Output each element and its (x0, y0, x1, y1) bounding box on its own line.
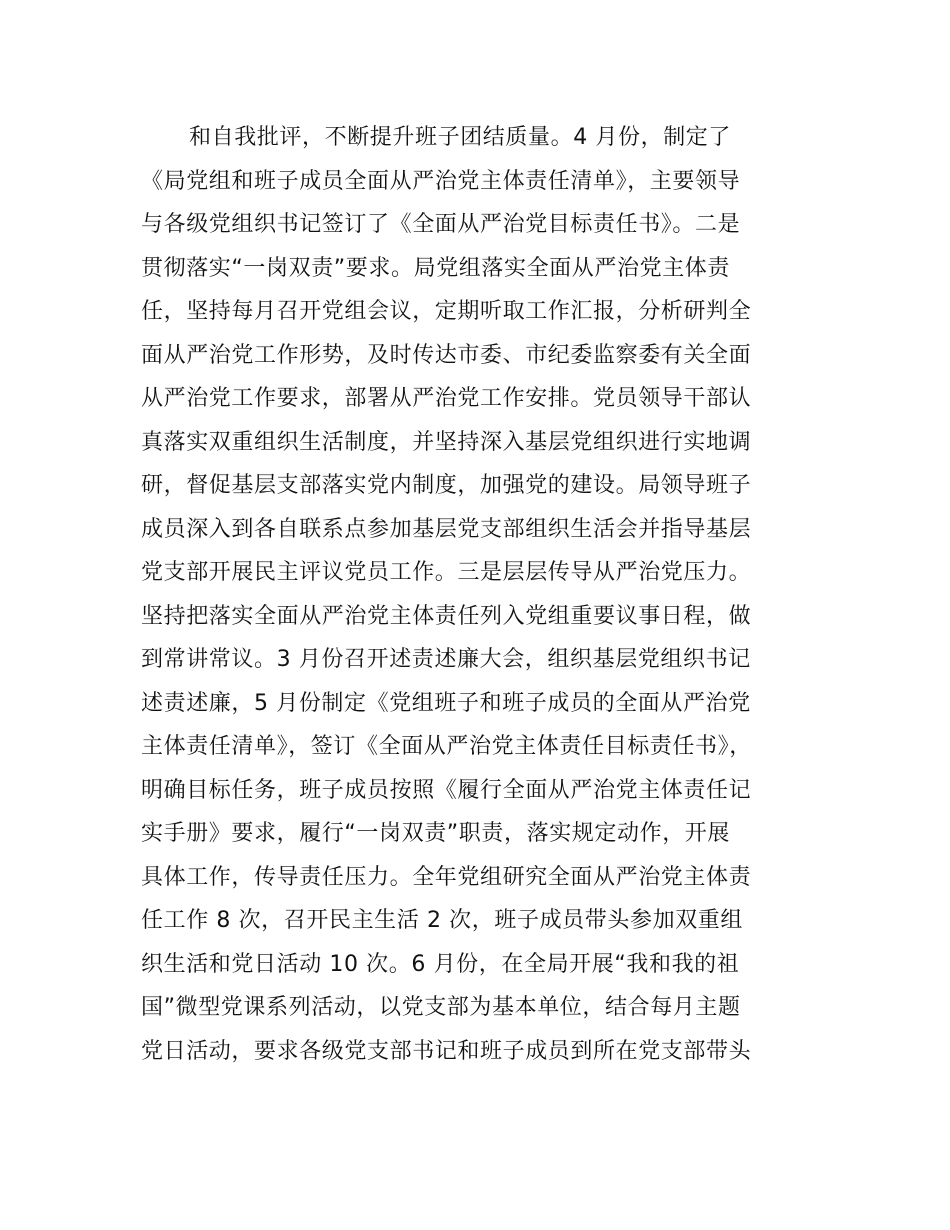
text-line: 成员深入到各自联系点参加基层党支部组织生活会并指导基层 (141, 516, 752, 542)
text-line: 到常讲常议。3 月份召开述责述廉大会，组织基层党组织书记 (141, 647, 751, 672)
text-line: 主体责任清单》，签订《全面从严治党主体责任目标责任书》， (141, 734, 752, 759)
text-line: 和自我批评，不断提升班子团结质量。4 月份，制定了 (189, 125, 731, 150)
text-line: 具体工作，传导责任压力。全年党组研究全面从严治党主体责 (141, 864, 752, 890)
text-line: 党支部开展民主评议党员工作。三是层层传导从严治党压力。 (141, 560, 752, 585)
text-line: 贯彻落实“一岗双责”要求。局党组落实全面从严治党主体责 (141, 255, 730, 281)
body-text (141, 116, 841, 1073)
text-line: 坚持把落实全面从严治党主体责任列入党组重要议事日程，做 (141, 603, 752, 629)
text-line: 《局党组和班子成员全面从严治党主体责任清单》，主要领导 (141, 168, 741, 194)
text-line: 任工作 8 次，召开民主生活 2 次，班子成员带头参加双重组 (141, 908, 743, 933)
text-line: 实手册》要求，履行“一岗双责”职责，落实规定动作，开展 (141, 821, 730, 846)
text-line: 研，督促基层支部落实党内制度，加强党的建设。局领导班子 (141, 473, 752, 498)
text-line: 国”微型党课系列活动，以党支部为基本单位，结合每月主题 (141, 995, 741, 1020)
text-line: 与各级党组织书记签订了《全面从严治党目标责任书》。二是 (141, 212, 741, 237)
text-line: 党日活动，要求各级党支部书记和班子成员到所在党支部带头 (141, 1038, 752, 1064)
text-line: 明确目标任务，班子成员按照《履行全面从严治党主体责任记 (141, 777, 752, 803)
text-line: 织生活和党日活动 10 次。6 月份，在全局开展“我和我的祖 (141, 951, 740, 977)
text-line: 述责述廉，5 月份制定《党组班子和班子成员的全面从严治党 (141, 690, 751, 716)
text-line: 从严治党工作要求，部署从严治党工作安排。党员领导干部认 (141, 386, 752, 411)
text-line: 面从严治党工作形势，及时传达市委、市纪委监察委有关全面 (141, 342, 752, 368)
text-line: 真落实双重组织生活制度，并坚持深入基层党组织进行实地调 (141, 429, 752, 455)
text-line: 任，坚持每月召开党组会议，定期听取工作汇报，分析研判全 (141, 299, 752, 324)
